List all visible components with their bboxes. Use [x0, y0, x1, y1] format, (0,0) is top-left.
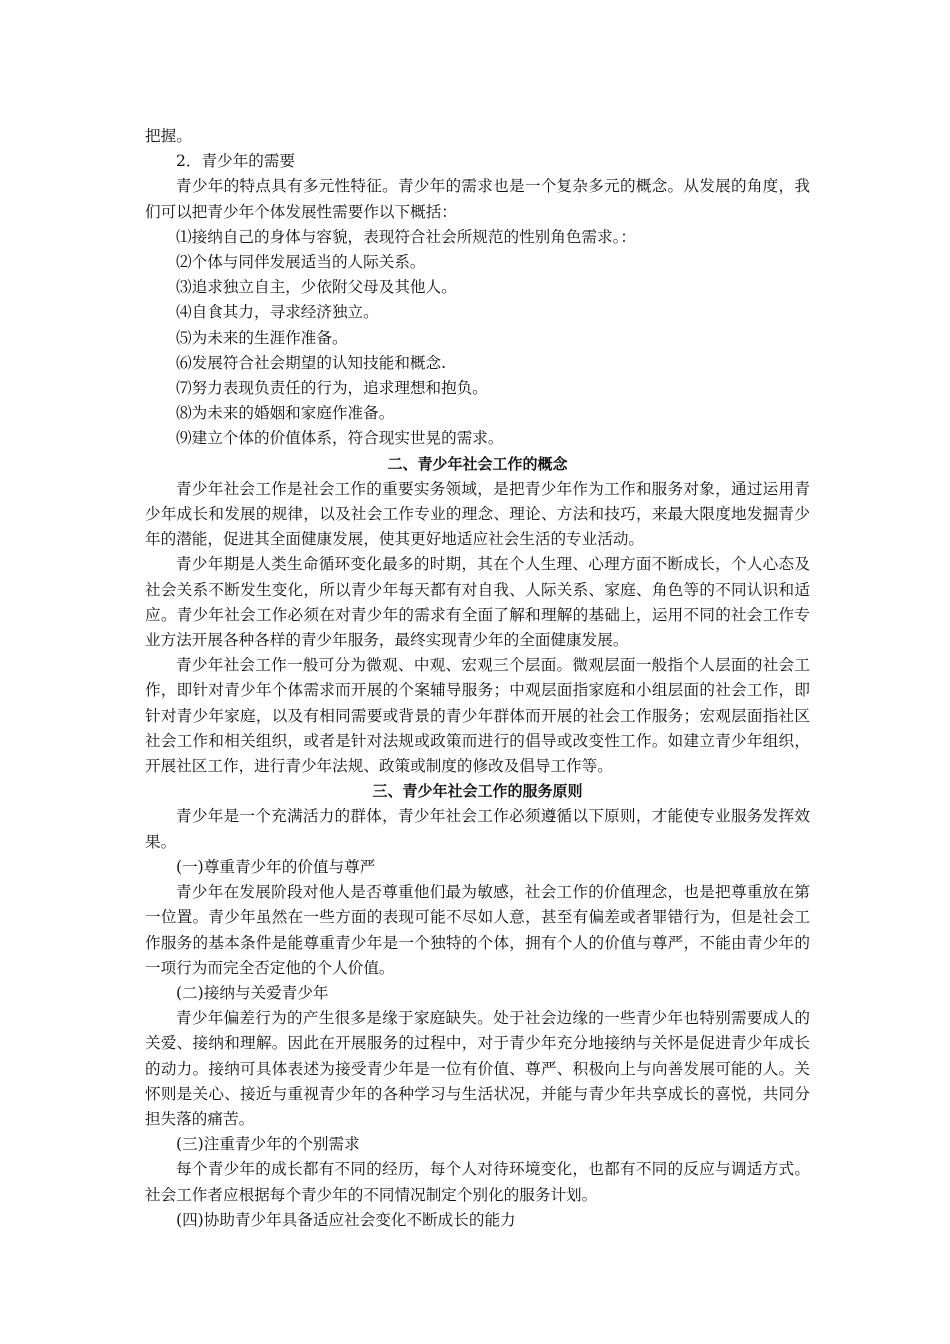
list-item: ⑸为未来的生涯作准备。: [176, 328, 348, 347]
section-heading: 三、青少年社会工作的服务原则: [372, 782, 583, 801]
list-item: ⑵个体与同伴发展适当的人际关系。: [176, 253, 426, 272]
subsection-title: (二)接纳与关爱青少年: [176, 983, 329, 1002]
paragraph: 青少年期是人类生命循环变化最多的时期，其在个人生理、心理方面不断成长，个人心态及社会关系不断发生变化，所以青少年每天都有对自我、人际关系、家庭、角色等的不同认识和适应。青少年社会工作必须在对青少年的需求有全面了解和理解的基础上，运用不同的社会工作专业方法开展各种各样的青少年服务，最终实现青少年的全面健康发展。: [145, 555, 810, 650]
paragraph: 把握。: [145, 127, 192, 145]
paragraph: 青少年的特点具有多元性特征。青少年的需求也是一个复杂多元的概念。从发展的角度，我们可以把青少年个体发展性需要作以下概括：: [145, 177, 810, 221]
list-item: ⑺努力表现负责任的行为，追求理想和抱负。: [176, 379, 488, 398]
subsection-title: (四)协助青少年具备适应社会变化不断成长的能力: [176, 1210, 516, 1229]
paragraph: 青少年是一个充满活力的群体，青少年社会工作必须遵循以下原则，才能使专业服务发挥效果。: [145, 807, 810, 851]
list-item: ⑻为未来的婚姻和家庭作准备。: [176, 404, 395, 423]
list-item: ⑷自食其力，寻求经济独立。: [176, 303, 379, 322]
list-item: ⑴接纳自己的身体与容貌，表现符合社会所规范的性别角色需求。：: [176, 227, 637, 246]
list-item: ⑶追求独立自主，少依附父母及其他人。: [176, 278, 457, 297]
paragraph: 青少年社会工作一般可分为微观、中观、宏观三个层面。微观层面一般指个人层面的社会工作，即针对青少年个体需求而开展的个案辅导服务；中观层面指家庭和小组层面的社会工作，即针对青少年家庭，以及有相同需要或背景的青少年群体而开展的社会工作服务；宏观层面指社区社会工作和相关组织，或者是针对法规或政策而进行的倡导或改变性工作。如建立青少年组织，开展社区工作，进行青少年法规、政策或制度的修改及倡导工作等。: [145, 656, 810, 776]
list-item: ⑹发展符合社会期望的认知技能和概念.: [176, 353, 447, 372]
document-page: [145, 124, 810, 1233]
subsection-title: (一)尊重青少年的价值与尊严: [176, 857, 376, 876]
section-heading: 二、青少年社会工作的概念: [387, 454, 568, 473]
subsection-title: 2．青少年的需要: [176, 152, 296, 171]
paragraph: 每个青少年的成长都有不同的经历，每个人对待环境变化，也都有不同的反应与调适方式。社会工作者应根据每个青少年的不同情况制定个别化的服务计划。: [145, 1160, 810, 1204]
list-item: ⑼建立个体的价值体系，符合现实世晃的需求。: [176, 429, 504, 448]
paragraph: 青少年在发展阶段对他人是否尊重他们最为敏感，社会工作的价值理念，也是把尊重放在第一位置。青少年虽然在一些方面的表现可能不尽如人意，甚至有偏差或者罪错行为，但是社会工作服务的基本条件是能尊重青少年是一个独特的个体，拥有个人的价值与尊严，不能由青少年的一项行为而完全否定他的个人价值。: [145, 883, 810, 977]
paragraph: 青少年社会工作是社会工作的重要实务领域，是把青少年作为工作和服务对象，通过运用青少年成长和发展的规律，以及社会工作专业的理念、理论、方法和技巧，来最大限度地发掘青少年的潜能，促进其全面健康发展，使其更好地适应社会生活的专业活动。: [145, 479, 810, 549]
subsection-title: (三)注重青少年的个别需求: [176, 1135, 360, 1154]
paragraph: 青少年偏差行为的产生很多是缘于家庭缺失。处于社会边缘的一些青少年也特别需要成人的关爱、接纳和理解。因此在开展服务的过程中，对于青少年充分地接纳与关怀是促进青少年成长的动力。接纳可具体表述为接受青少年是一位有价值、尊严、积极向上与向善发展可能的人。关怀则是关心、接近与重视青少年的各种学习与生活状况，并能与青少年共享成长的喜悦，共同分担失落的痛苦。: [145, 1009, 810, 1128]
